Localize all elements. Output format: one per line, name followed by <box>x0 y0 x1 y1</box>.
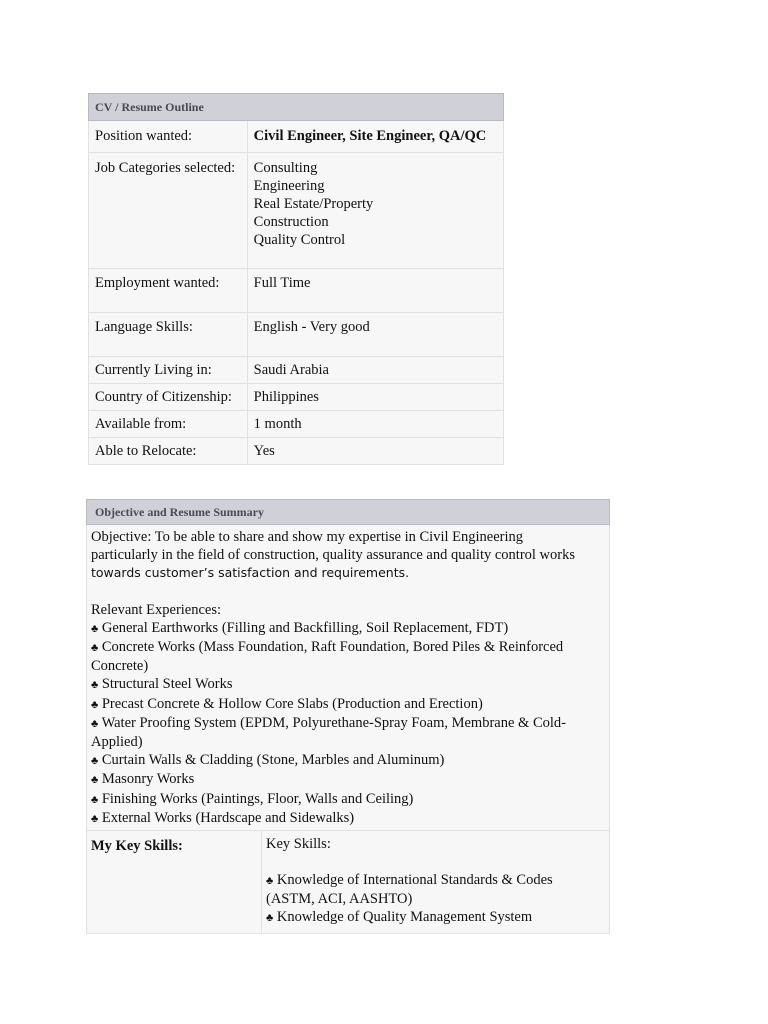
relocate-value: Yes <box>247 438 503 465</box>
category-item: Consulting <box>253 160 318 176</box>
position-label: Position wanted: <box>89 121 248 153</box>
language-value: English - Very good <box>247 313 503 357</box>
available-value: 1 month <box>247 411 503 438</box>
club-bullet-icon: ♣ <box>266 875 274 888</box>
categories-list <box>247 153 503 269</box>
club-bullet-icon: ♣ <box>91 717 99 730</box>
key-skill-item: ♣ Knowledge of International Standards & Codes <box>266 872 553 889</box>
employment-label: Employment wanted: <box>89 269 248 313</box>
citizenship-value: Philippines <box>247 384 503 411</box>
experiences-title: Relevant Experiences: <box>91 601 222 618</box>
category-item: Construction <box>253 214 329 230</box>
club-bullet-icon: ♣ <box>91 679 99 692</box>
key-skill-item: ♣ Knowledge of Quality Management System <box>266 909 533 926</box>
experience-item: ♣ External Works (Hardscape and Sidewalks) <box>91 809 355 826</box>
language-label: Language Skills: <box>89 313 248 357</box>
experience-continuation: Concrete) <box>91 658 149 675</box>
citizenship-label: Country of Citizenship: <box>89 384 248 411</box>
position-value: Civil Engineer, Site Engineer, QA/QC <box>247 121 503 153</box>
categories-label: Job Categories selected: <box>89 153 248 269</box>
experience-item: ♣ Water Proofing System (EPDM, Polyurethane-Spray Foam, Membrane & Cold- <box>91 714 566 731</box>
experience-item: ♣ Finishing Works (Paintings, Floor, Walls and Ceiling) <box>91 790 414 807</box>
key-skills-label: My Key Skills: <box>87 831 262 934</box>
objective-line: towards customer’s satisfaction and requirements. <box>91 565 410 581</box>
resume-summary-table <box>86 499 610 934</box>
club-bullet-icon: ♣ <box>91 622 99 635</box>
objective-line: Objective: To be able to share and show my expertise in Civil Engineering <box>91 529 523 545</box>
club-bullet-icon: ♣ <box>91 642 99 655</box>
club-bullet-icon: ♣ <box>91 698 99 711</box>
category-item: Quality Control <box>253 232 346 248</box>
resume-outline-table <box>88 93 504 465</box>
outline-header: CV / Resume Outline <box>89 94 504 121</box>
summary-header: Objective and Resume Summary <box>87 500 610 525</box>
key-skills-title: Key Skills: <box>266 836 331 853</box>
objective-line: particularly in the field of construction, quality assurance and quality control works <box>91 547 576 564</box>
experience-item: ♣ Curtain Walls & Cladding (Stone, Marbles and Aluminum) <box>91 752 445 769</box>
experience-item: ♣ General Earthworks (Filling and Backfilling, Soil Replacement, FDT) <box>91 619 509 636</box>
summary-body <box>87 525 610 831</box>
experience-item: ♣ Concrete Works (Mass Foundation, Raft Foundation, Bored Piles & Reinforced <box>91 639 564 656</box>
available-label: Available from: <box>89 411 248 438</box>
club-bullet-icon: ♣ <box>266 912 274 925</box>
club-bullet-icon: ♣ <box>91 812 99 825</box>
club-bullet-icon: ♣ <box>91 793 99 806</box>
club-bullet-icon: ♣ <box>91 774 99 787</box>
relocate-label: Able to Relocate: <box>89 438 248 465</box>
experience-continuation: Applied) <box>91 734 143 751</box>
key-skills-list <box>262 831 610 934</box>
living-label: Currently Living in: <box>89 357 248 384</box>
category-item: Real Estate/Property <box>253 196 374 212</box>
category-item: Engineering <box>253 178 325 194</box>
employment-value: Full Time <box>247 269 503 313</box>
experience-item: ♣ Structural Steel Works <box>91 676 233 693</box>
club-bullet-icon: ♣ <box>91 755 99 768</box>
key-skill-continuation: (ASTM, ACI, AASHTO) <box>266 891 413 908</box>
experience-item: ♣ Masonry Works <box>91 771 195 788</box>
experience-item: ♣ Precast Concrete & Hollow Core Slabs (Production and Erection) <box>91 695 483 712</box>
living-value: Saudi Arabia <box>247 357 503 384</box>
